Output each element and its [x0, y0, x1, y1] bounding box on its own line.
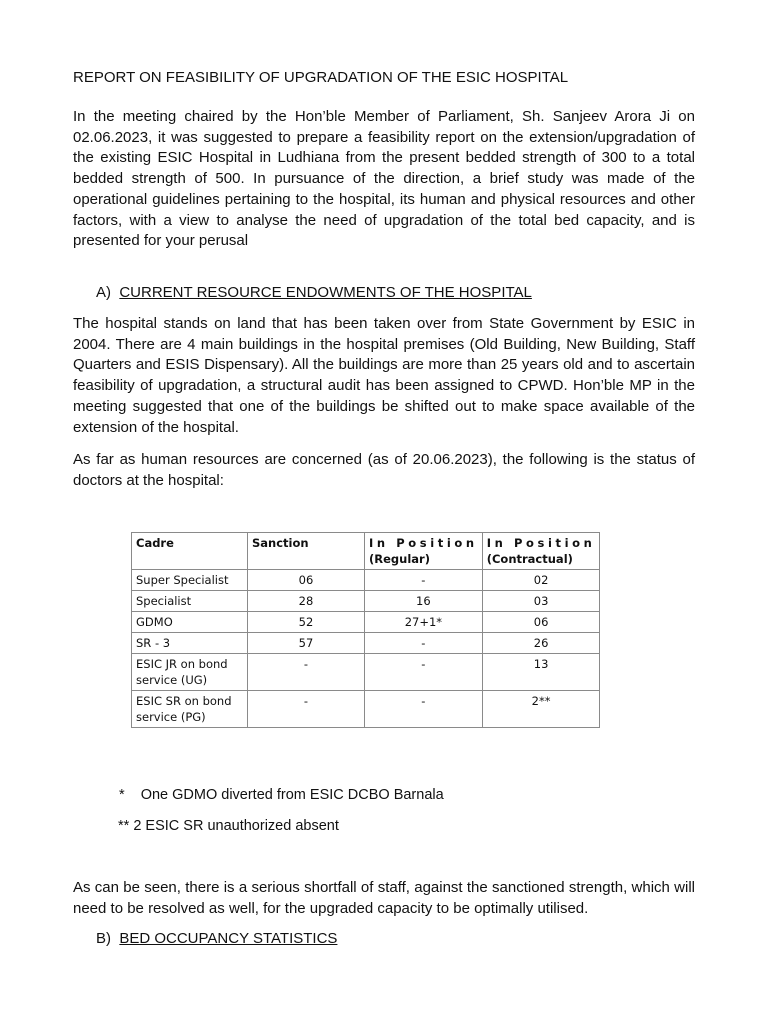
table-row [132, 633, 600, 654]
cell-contractual: 03 [482, 591, 600, 612]
cell-regular: - [365, 570, 483, 591]
cell-cadre-line1: ESIC JR on bond [136, 657, 228, 671]
section-b-heading [96, 930, 337, 947]
cell-cadre [132, 691, 248, 728]
table-row [132, 654, 600, 691]
cell-sanction: 28 [248, 591, 365, 612]
intro-paragraph: In the meeting chaired by the Hon’ble Member of Parliament, Sh. Sanjeev Arora Ji on 02.06.2023, it was suggested to prepare a feasibility report on the extension/upgradation of the existing ESIC Hospital in Ludhiana from the present bedded strength of 300 to a total bedded strength of 500. In pursuance of the direction, a brief study was made of the operational guidelines pertaining to the hospital, its human and physical resources and other factors, with a view to analyse the need of upgradation of the total bed capacity, and is presented for your perusal [73, 108, 695, 250]
header-cadre: Cadre [132, 533, 248, 570]
cell-contractual: 02 [482, 570, 600, 591]
resources-paragraph: The hospital stands on land that has been taken over from State Government by ESIC in 2004. There are 4 main buildings in the hospital premises (Old Building, New Building, Staff Quarters and ESIS Dispensary). All the buildings are more than 25 years old and to ascertain feasibility of upgradation, a structural audit has been assigned to CPWD. Hon’ble MP in the meeting suggested that one of the buildings be shifted out to make space available of the extension of the hospital. [73, 315, 695, 436]
header-sanction: Sanction [248, 533, 365, 570]
cell-cadre [132, 654, 248, 691]
footnote-text: One GDMO diverted from ESIC DCBO Barnala [140, 787, 444, 803]
cell-contractual: 06 [482, 612, 600, 633]
cell-sanction: - [248, 654, 365, 691]
cell-cadre: GDMO [132, 612, 248, 633]
cell-regular: - [365, 654, 483, 691]
table-row [132, 691, 600, 728]
cell-sanction: 52 [248, 612, 365, 633]
cell-regular: - [365, 633, 483, 654]
doctor-status-table [131, 532, 600, 728]
table-row [132, 612, 600, 633]
cell-sanction: 57 [248, 633, 365, 654]
cell-sanction: - [248, 691, 365, 728]
human-resources-paragraph: As far as human resources are concerned (as of 20.06.2023), the following is the status of doctors at the hospital: [73, 451, 695, 489]
cell-cadre: Super Specialist [132, 570, 248, 591]
cell-cadre: SR - 3 [132, 633, 248, 654]
cell-cadre: Specialist [132, 591, 248, 612]
cell-regular: 27+1* [365, 612, 483, 633]
header-contractual-line2: (Contractual) [486, 552, 573, 566]
cell-contractual: 13 [482, 654, 600, 691]
report-title: REPORT ON FEASIBILITY OF UPGRADATION OF THE ESIC HOSPITAL [73, 69, 569, 86]
section-a-heading [96, 284, 532, 301]
cell-regular: 16 [365, 591, 483, 612]
header-regular-line2: (Regular) [369, 552, 430, 566]
section-a-title: CURRENT RESOURCE ENDOWMENTS OF THE HOSPITAL [119, 284, 532, 301]
header-regular-line1: In Position [369, 536, 478, 550]
footnote-marker: * [119, 787, 125, 803]
footnote-gdmo [119, 787, 444, 803]
section-a-marker: A) [96, 284, 111, 301]
section-b-title: BED OCCUPANCY STATISTICS [119, 930, 338, 947]
cell-contractual: 26 [482, 633, 600, 654]
cell-contractual: 2** [482, 691, 600, 728]
table-row [132, 570, 600, 591]
cell-sanction: 06 [248, 570, 365, 591]
cell-cadre-line2: service (UG) [136, 673, 208, 687]
shortfall-paragraph: As can be seen, there is a serious shortfall of staff, against the sanctioned strength, which will need to be resolved as well, for the upgraded capacity to be optimally utilised. [73, 879, 695, 917]
header-contractual-line1: In Position [486, 536, 596, 550]
cell-regular: - [365, 691, 483, 728]
cell-cadre-line2: service (PG) [136, 710, 206, 724]
table-header-row [132, 533, 600, 570]
footnote-sr-absent: ** 2 ESIC SR unauthorized absent [118, 818, 339, 834]
section-b-marker: B) [96, 930, 111, 947]
header-in-position-regular [365, 533, 483, 570]
header-in-position-contractual [482, 533, 600, 570]
table-row [132, 591, 600, 612]
cell-cadre-line1: ESIC SR on bond [136, 694, 232, 708]
